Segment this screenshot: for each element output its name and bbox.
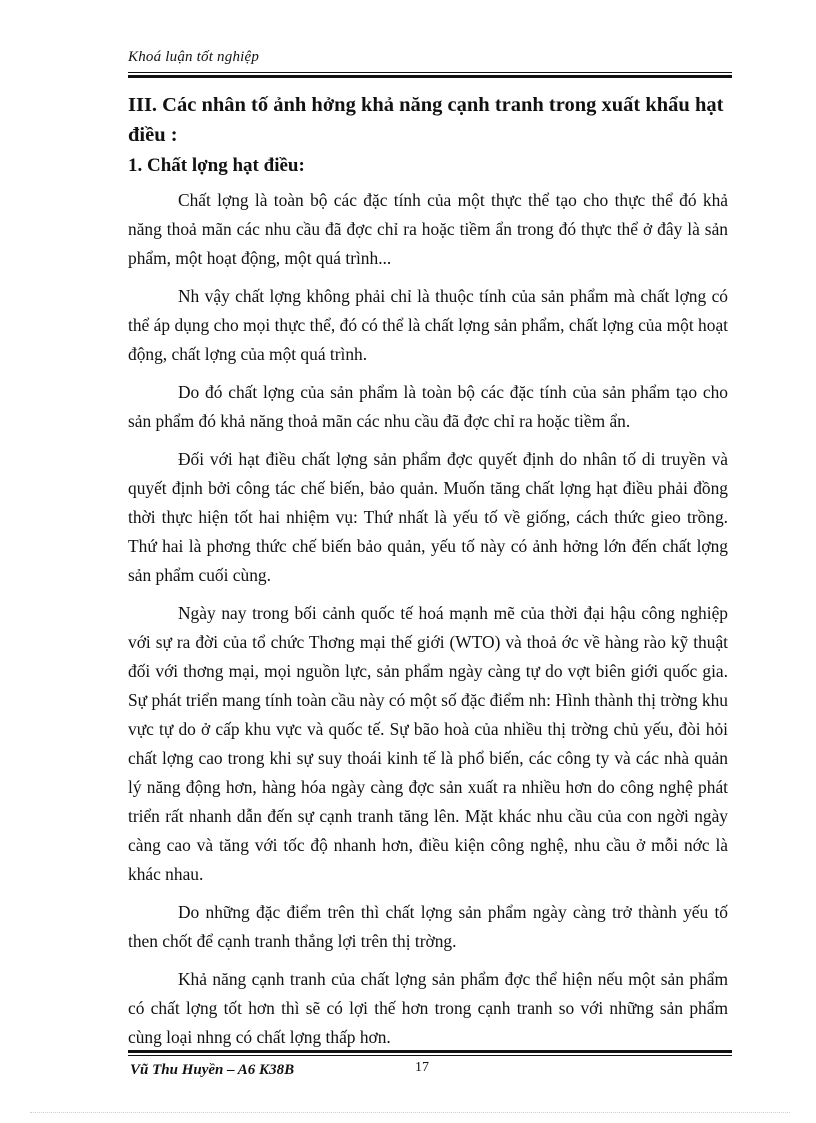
paragraph: Đối với hạt điều chất lợng sản phẩm đợc quyết định do nhân tố di truyền và quyết định bởi công tác chế biến, bảo quản. Muốn tăng chất lợng hạt điều phải đồng thời thực hiện tốt hai nhiệm vụ: Thứ nhất là yếu tố về giống, cách thức gieo trồng. Thứ hai là phơng thức chế biến bảo quản, yếu tố này có ảnh hởng lớn đến chất lợng sản phẩm cuối cùng. — [128, 449, 728, 585]
footer-rule-thick — [128, 1050, 732, 1053]
footer-rule-thin — [128, 1055, 732, 1056]
paragraph: Khả năng cạnh tranh của chất lợng sản phẩm đợc thể hiện nếu một sản phẩm có chất lợng tốt hơn thì sẽ có lợi thế hơn trong cạnh tranh so với những sản phẩm cùng loại nhng có chất lợng thấp hơn. — [128, 969, 728, 1047]
paragraph: Do những đặc điểm trên thì chất lợng sản phẩm ngày càng trở thành yếu tố then chốt để cạnh tranh thắng lợi trên thị trờng. — [128, 902, 728, 951]
paragraph: Do đó chất lợng của sản phẩm là toàn bộ các đặc tính của sản phẩm tạo cho sản phẩm đó khả năng thoả mãn các nhu cầu đã đợc chỉ ra hoặc tiềm ẩn. — [128, 382, 728, 431]
header-rule-thick — [128, 75, 732, 78]
paragraph: Ngày nay trong bối cảnh quốc tế hoá mạnh mẽ của thời đại hậu công nghiệp với sự ra đời của tổ chức Thơng mại thế giới (WTO) và thoả ớc về hàng rào kỹ thuật đối với thơng mại, mọi nguồn lực, sản phẩm ngày càng tự do vợt biên giới quốc gia. Sự phát triển mang tính toàn cầu này có một số đặc điểm nh: Hình thành thị trờng khu vực tự do ở cấp khu vực và quốc tế. Sự bão hoà của nhiều thị trờng chủ yếu, đòi hỏi chất lợng cao trong khi sự suy thoái kinh tế là phổ biến, các công ty và các nhà quản lý năng động hơn, hàng hóa ngày càng đợc sản xuất ra nhiều hơn do công nghệ phát triển rất nhanh dẫn đến sự cạnh tranh tăng lên. Mặt khác nhu cầu của con ngời ngày càng cao và tăng với tốc độ nhanh hơn, điều kiện công nghệ, nhu cầu ở mỗi nớc là khác nhau. — [128, 603, 728, 884]
header-rule-thin — [128, 72, 732, 73]
main-content — [128, 90, 728, 1061]
footer-author: Vũ Thu Huyền – A6 K38B — [130, 1062, 295, 1078]
paragraph: Chất lợng là toàn bộ các đặc tính của một thực thể tạo cho thực thể đó khả năng thoả mãn các nhu cầu đã đợc chỉ ra hoặc tiềm ẩn trong đó thực thể ở đây là sản phẩm, một hoạt động, một quá trình... — [128, 190, 728, 268]
paragraph: Nh vậy chất lợng không phải chỉ là thuộc tính của sản phẩm mà chất lợng có thể áp dụng cho mọi thực thể, đó có thể là chất lợng sản phẩm, chất lợng của một hoạt động, chất lợng của một quá trình. — [128, 286, 728, 364]
page-edge-dotted-line — [30, 1112, 790, 1113]
subsection-title: 1. Chất lợng hạt điều: — [128, 155, 305, 176]
page-number: 17 — [415, 1060, 429, 1075]
running-header: Khoá luận tốt nghiệp — [128, 49, 260, 65]
section-title: III. Các nhân tố ảnh hởng khả năng cạnh tranh trong xuất khẩu hạt điều : — [128, 94, 724, 146]
